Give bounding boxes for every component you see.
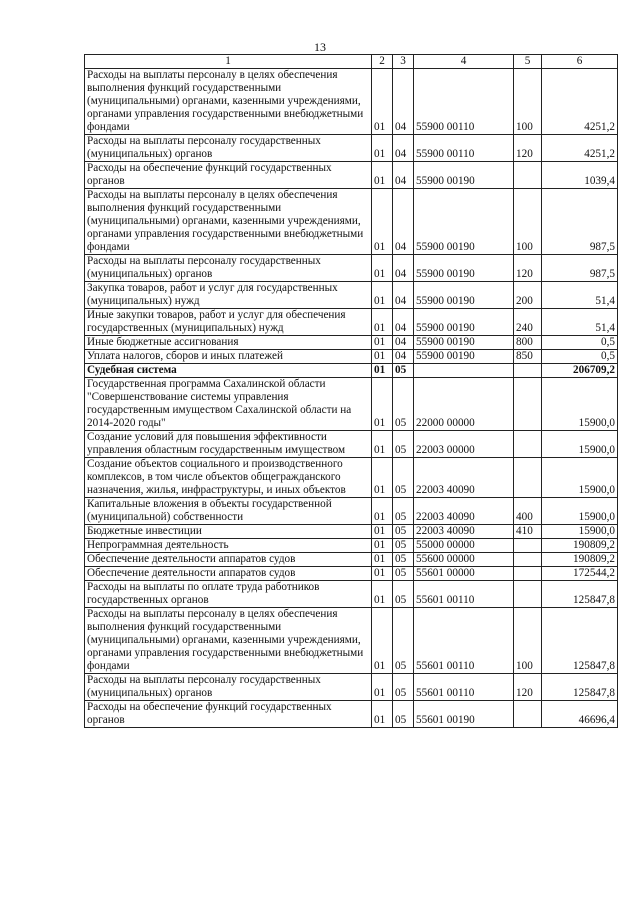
header-row bbox=[85, 55, 618, 69]
subsection-code-cell: 05 bbox=[393, 674, 414, 701]
table-row bbox=[85, 431, 618, 458]
table-row bbox=[85, 498, 618, 525]
table-row bbox=[85, 309, 618, 336]
section-code-cell: 01 bbox=[372, 674, 393, 701]
expense-type-cell: 120 bbox=[514, 255, 542, 282]
section-code-cell: 01 bbox=[372, 539, 393, 553]
expense-type-cell: 100 bbox=[514, 608, 542, 674]
subsection-code-cell: 05 bbox=[393, 701, 414, 728]
target-code-cell bbox=[414, 364, 514, 378]
amount-cell: 987,5 bbox=[542, 255, 618, 282]
expense-type-cell bbox=[514, 378, 542, 431]
row-name-cell: Обеспечение деятельности аппаратов судов bbox=[85, 553, 372, 567]
amount-cell: 0,5 bbox=[542, 336, 618, 350]
column-header: 3 bbox=[393, 55, 414, 69]
row-name-cell: Капитальные вложения в объекты государственной (муниципальной) собственности bbox=[85, 498, 372, 525]
row-name-cell: Иные бюджетные ассигнования bbox=[85, 336, 372, 350]
subsection-code-cell: 04 bbox=[393, 350, 414, 364]
amount-cell: 15900,0 bbox=[542, 431, 618, 458]
amount-cell: 15900,0 bbox=[542, 458, 618, 498]
amount-cell: 125847,8 bbox=[542, 608, 618, 674]
section-code-cell: 01 bbox=[372, 525, 393, 539]
section-code-cell: 01 bbox=[372, 309, 393, 336]
amount-cell: 206709,2 bbox=[542, 364, 618, 378]
section-code-cell: 01 bbox=[372, 162, 393, 189]
section-code-cell: 01 bbox=[372, 701, 393, 728]
row-name-cell: Государственная программа Сахалинской области "Совершенствование системы управления государственным имуществом Сахалинской области на 2014-2020 годы" bbox=[85, 378, 372, 431]
row-name-cell: Расходы на выплаты персоналу государственных (муниципальных) органов bbox=[85, 135, 372, 162]
amount-cell: 15900,0 bbox=[542, 525, 618, 539]
target-code-cell: 55900 00190 bbox=[414, 282, 514, 309]
section-code-cell: 01 bbox=[372, 608, 393, 674]
table-row bbox=[85, 336, 618, 350]
table-row bbox=[85, 255, 618, 282]
section-code-cell: 01 bbox=[372, 69, 393, 135]
subsection-code-cell: 05 bbox=[393, 458, 414, 498]
budget-table bbox=[84, 54, 618, 728]
row-name-cell: Расходы на выплаты персоналу государственных (муниципальных) органов bbox=[85, 674, 372, 701]
subsection-code-cell: 04 bbox=[393, 336, 414, 350]
row-name-cell: Расходы на выплаты по оплате труда работников государственных органов bbox=[85, 581, 372, 608]
table-row bbox=[85, 189, 618, 255]
column-header: 6 bbox=[542, 55, 618, 69]
row-name-cell: Непрограммная деятельность bbox=[85, 539, 372, 553]
target-code-cell: 22003 40090 bbox=[414, 458, 514, 498]
target-code-cell: 55000 00000 bbox=[414, 539, 514, 553]
target-code-cell: 22003 40090 bbox=[414, 525, 514, 539]
section-code-cell: 01 bbox=[372, 567, 393, 581]
expense-type-cell bbox=[514, 364, 542, 378]
target-code-cell: 22000 00000 bbox=[414, 378, 514, 431]
table-row bbox=[85, 458, 618, 498]
expense-type-cell: 400 bbox=[514, 498, 542, 525]
target-code-cell: 55601 00190 bbox=[414, 701, 514, 728]
amount-cell: 1039,4 bbox=[542, 162, 618, 189]
expense-type-cell: 410 bbox=[514, 525, 542, 539]
subsection-code-cell: 04 bbox=[393, 189, 414, 255]
table-row bbox=[85, 162, 618, 189]
column-header: 1 bbox=[85, 55, 372, 69]
target-code-cell: 55900 00110 bbox=[414, 69, 514, 135]
target-code-cell: 55900 00190 bbox=[414, 309, 514, 336]
subsection-code-cell: 04 bbox=[393, 162, 414, 189]
amount-cell: 15900,0 bbox=[542, 378, 618, 431]
row-name-cell: Создание условий для повышения эффективности управления областным государственным имуществом bbox=[85, 431, 372, 458]
subsection-code-cell: 05 bbox=[393, 378, 414, 431]
subsection-code-cell: 05 bbox=[393, 525, 414, 539]
expense-type-cell: 100 bbox=[514, 69, 542, 135]
table-row bbox=[85, 350, 618, 364]
section-code-cell: 01 bbox=[372, 189, 393, 255]
amount-cell: 190809,2 bbox=[542, 553, 618, 567]
subsection-code-cell: 05 bbox=[393, 581, 414, 608]
table-row bbox=[85, 567, 618, 581]
amount-cell: 15900,0 bbox=[542, 498, 618, 525]
table-row bbox=[85, 608, 618, 674]
table-row bbox=[85, 701, 618, 728]
target-code-cell: 55900 00190 bbox=[414, 162, 514, 189]
amount-cell: 51,4 bbox=[542, 282, 618, 309]
subsection-code-cell: 04 bbox=[393, 135, 414, 162]
expense-type-cell: 120 bbox=[514, 135, 542, 162]
expense-type-cell bbox=[514, 431, 542, 458]
expense-type-cell bbox=[514, 162, 542, 189]
section-code-cell: 01 bbox=[372, 498, 393, 525]
table-row bbox=[85, 581, 618, 608]
expense-type-cell: 800 bbox=[514, 336, 542, 350]
amount-cell: 987,5 bbox=[542, 189, 618, 255]
page-number: 13 bbox=[314, 40, 326, 54]
column-header: 2 bbox=[372, 55, 393, 69]
expense-type-cell bbox=[514, 567, 542, 581]
target-code-cell: 55900 00190 bbox=[414, 255, 514, 282]
table-row bbox=[85, 135, 618, 162]
table-row bbox=[85, 69, 618, 135]
section-code-cell: 01 bbox=[372, 581, 393, 608]
table-row bbox=[85, 364, 618, 378]
subsection-code-cell: 05 bbox=[393, 431, 414, 458]
table-row bbox=[85, 539, 618, 553]
target-code-cell: 55601 00000 bbox=[414, 567, 514, 581]
subsection-code-cell: 05 bbox=[393, 567, 414, 581]
expense-type-cell bbox=[514, 553, 542, 567]
subsection-code-cell: 04 bbox=[393, 282, 414, 309]
section-code-cell: 01 bbox=[372, 336, 393, 350]
target-code-cell: 55900 00190 bbox=[414, 350, 514, 364]
amount-cell: 46696,4 bbox=[542, 701, 618, 728]
expense-type-cell: 240 bbox=[514, 309, 542, 336]
target-code-cell: 55601 00110 bbox=[414, 674, 514, 701]
section-code-cell: 01 bbox=[372, 282, 393, 309]
amount-cell: 125847,8 bbox=[542, 581, 618, 608]
target-code-cell: 55900 00110 bbox=[414, 135, 514, 162]
row-name-cell: Иные закупки товаров, работ и услуг для обеспечения государственных (муниципальных) нужд bbox=[85, 309, 372, 336]
subsection-code-cell: 05 bbox=[393, 608, 414, 674]
row-name-cell: Уплата налогов, сборов и иных платежей bbox=[85, 350, 372, 364]
target-code-cell: 55900 00190 bbox=[414, 336, 514, 350]
target-code-cell: 55600 00000 bbox=[414, 553, 514, 567]
subsection-code-cell: 05 bbox=[393, 498, 414, 525]
expense-type-cell: 100 bbox=[514, 189, 542, 255]
row-name-cell: Расходы на обеспечение функций государственных органов bbox=[85, 701, 372, 728]
row-name-cell: Обеспечение деятельности аппаратов судов bbox=[85, 567, 372, 581]
target-code-cell: 22003 40090 bbox=[414, 498, 514, 525]
expense-type-cell: 850 bbox=[514, 350, 542, 364]
subsection-code-cell: 05 bbox=[393, 364, 414, 378]
expense-type-cell bbox=[514, 581, 542, 608]
amount-cell: 0,5 bbox=[542, 350, 618, 364]
amount-cell: 172544,2 bbox=[542, 567, 618, 581]
column-header: 5 bbox=[514, 55, 542, 69]
table-row bbox=[85, 553, 618, 567]
amount-cell: 125847,8 bbox=[542, 674, 618, 701]
row-name-cell: Расходы на выплаты персоналу в целях обеспечения выполнения функций государственными (муниципальными) органами, казенными учреждениями, органами управления государственными внебюджетными фондами bbox=[85, 189, 372, 255]
amount-cell: 190809,2 bbox=[542, 539, 618, 553]
row-name-cell: Расходы на обеспечение функций государственных органов bbox=[85, 162, 372, 189]
expense-type-cell bbox=[514, 458, 542, 498]
section-code-cell: 01 bbox=[372, 458, 393, 498]
expense-type-cell bbox=[514, 701, 542, 728]
row-name-cell: Судебная система bbox=[85, 364, 372, 378]
section-code-cell: 01 bbox=[372, 553, 393, 567]
amount-cell: 51,4 bbox=[542, 309, 618, 336]
row-name-cell: Бюджетные инвестиции bbox=[85, 525, 372, 539]
table-row bbox=[85, 282, 618, 309]
row-name-cell: Закупка товаров, работ и услуг для государственных (муниципальных) нужд bbox=[85, 282, 372, 309]
row-name-cell: Расходы на выплаты персоналу в целях обеспечения выполнения функций государственными (муниципальными) органами, казенными учреждениями, органами управления государственными внебюджетными фондами bbox=[85, 69, 372, 135]
subsection-code-cell: 04 bbox=[393, 69, 414, 135]
section-code-cell: 01 bbox=[372, 350, 393, 364]
section-code-cell: 01 bbox=[372, 431, 393, 458]
table-row bbox=[85, 674, 618, 701]
target-code-cell: 22003 00000 bbox=[414, 431, 514, 458]
expense-type-cell: 120 bbox=[514, 674, 542, 701]
row-name-cell: Расходы на выплаты персоналу государственных (муниципальных) органов bbox=[85, 255, 372, 282]
row-name-cell: Создание объектов социального и производственного комплексов, в том числе объектов общегражданского назначения, жилья, инфраструктуры, и иных объектов bbox=[85, 458, 372, 498]
subsection-code-cell: 05 bbox=[393, 539, 414, 553]
section-code-cell: 01 bbox=[372, 135, 393, 162]
expense-type-cell: 200 bbox=[514, 282, 542, 309]
target-code-cell: 55601 00110 bbox=[414, 581, 514, 608]
amount-cell: 4251,2 bbox=[542, 135, 618, 162]
target-code-cell: 55601 00110 bbox=[414, 608, 514, 674]
section-code-cell: 01 bbox=[372, 255, 393, 282]
expense-type-cell bbox=[514, 539, 542, 553]
table-row bbox=[85, 378, 618, 431]
subsection-code-cell: 05 bbox=[393, 553, 414, 567]
row-name-cell: Расходы на выплаты персоналу в целях обеспечения выполнения функций государственными (муниципальными) органами, казенными учреждениями, органами управления государственными внебюджетными фондами bbox=[85, 608, 372, 674]
target-code-cell: 55900 00190 bbox=[414, 189, 514, 255]
amount-cell: 4251,2 bbox=[542, 69, 618, 135]
section-code-cell: 01 bbox=[372, 364, 393, 378]
section-code-cell: 01 bbox=[372, 378, 393, 431]
subsection-code-cell: 04 bbox=[393, 255, 414, 282]
table-row bbox=[85, 525, 618, 539]
column-header: 4 bbox=[414, 55, 514, 69]
subsection-code-cell: 04 bbox=[393, 309, 414, 336]
